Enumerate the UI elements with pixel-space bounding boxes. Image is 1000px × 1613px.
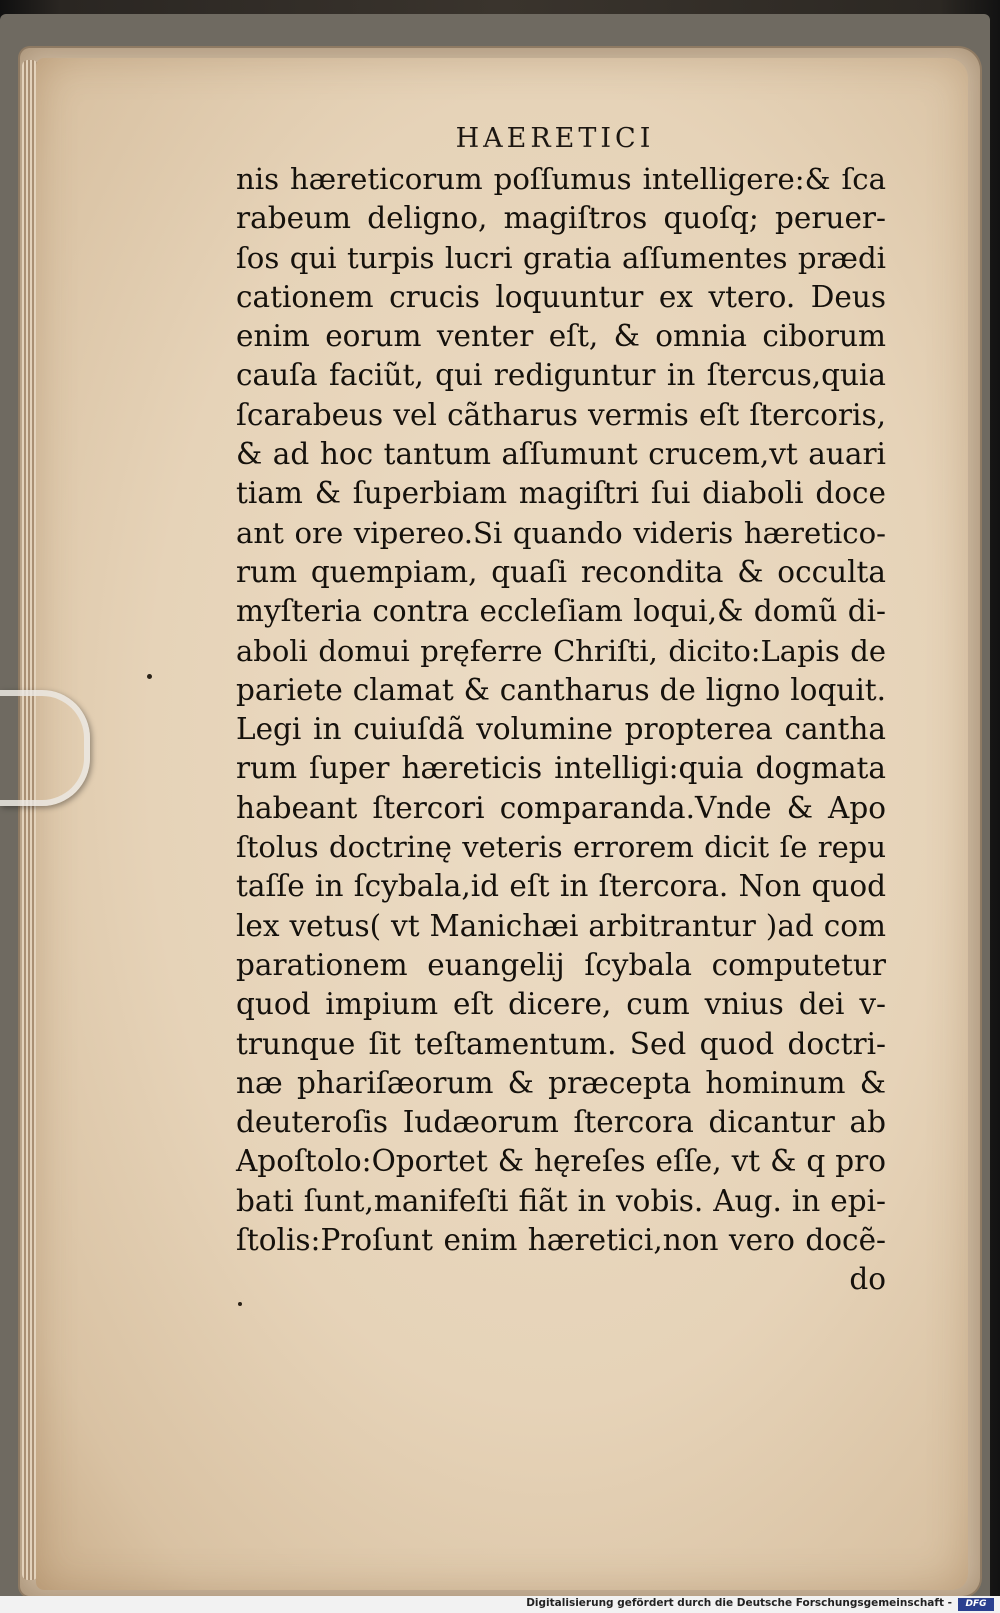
text-line: habeant ſtercori comparanda.Vnde & Apo bbox=[236, 790, 886, 825]
text-line: myſteria contra eccleſiam loqui,& domũ di- bbox=[236, 594, 886, 629]
text-line: ſcarabeus vel cãtharus vermis eſt ſtercoris, bbox=[236, 397, 886, 432]
page-clip bbox=[0, 690, 90, 806]
text-line: enim eorum venter eſt, & omnia ciborum bbox=[236, 319, 886, 354]
text-line: bati ſunt,manifeſti fiãt in vobis. Aug. in epi- bbox=[236, 1183, 886, 1218]
paper-speck bbox=[238, 1302, 242, 1306]
text-line: pariete clamat & cantharus de ligno loquit. bbox=[236, 672, 886, 707]
text-line: parationem euangelij ſcybala computetur bbox=[236, 947, 886, 982]
text-line: cauſa faciũt, qui rediguntur in ſtercus,quia bbox=[236, 358, 886, 393]
text-line: ſtolus doctrinę veteris errorem dicit ſe repu bbox=[236, 830, 886, 865]
text-line: ſos qui turpis lucri gratia aſſumentes prædi bbox=[236, 240, 886, 275]
dfg-logo: DFG bbox=[958, 1598, 994, 1611]
paper-speck bbox=[147, 674, 152, 679]
text-line: trunque ſit teſtamentum. Sed quod doctri- bbox=[236, 1026, 886, 1061]
text-line: næ phariſæorum & præcepta hominum & bbox=[236, 1065, 886, 1100]
catchword: do bbox=[849, 1262, 886, 1297]
text-line: taſſe in ſcybala,id eſt in ſtercora. Non quod bbox=[236, 869, 886, 904]
body-text bbox=[236, 160, 886, 1300]
text-line: tiam & ſuperbiam magiſtri ſui diaboli doce bbox=[236, 476, 886, 511]
text-line: lex vetus( vt Manichæi arbitrantur )ad com bbox=[236, 908, 886, 943]
footer-credit: Digitalisierung gefördert durch die Deutsche Forschungsgemeinschaft - bbox=[526, 1597, 952, 1609]
text-line: rum quempiam, quaſi recondita & occulta bbox=[236, 554, 886, 589]
text-line: deuteroſis Iudæorum ſtercora dicantur ab bbox=[236, 1105, 886, 1140]
text-line: quod impium eſt dicere, cum vnius dei v- bbox=[236, 987, 886, 1022]
text-line: rum ſuper hæreticis intelligi:quia dogmata bbox=[236, 751, 886, 786]
text-line: nis hæreticorum poſſumus intelligere:& ſca bbox=[236, 162, 886, 196]
text-line: ſtolis:Proſunt enim hæretici,non vero docẽ- bbox=[236, 1223, 886, 1258]
text-line: & ad hoc tantum aſſumunt crucem,vt auari bbox=[236, 437, 886, 472]
text-line: ant ore vipereo.Si quando videris hæretico- bbox=[236, 515, 886, 550]
text-line: aboli domui pręferre Chriſti, dicito:Lapis de bbox=[236, 633, 886, 668]
text-line: Apoſtolo:Oportet & hęreſes eſſe, vt & q pro bbox=[236, 1144, 886, 1179]
running-head: HAERETICI bbox=[455, 123, 655, 154]
text-line: Legi in cuiuſdã volumine propterea cantha bbox=[236, 712, 886, 747]
text-line: cationem crucis loquuntur ex vtero. Deus bbox=[236, 279, 886, 314]
text-line: rabeum deligno, magiſtros quoſq; peruer- bbox=[236, 201, 886, 236]
